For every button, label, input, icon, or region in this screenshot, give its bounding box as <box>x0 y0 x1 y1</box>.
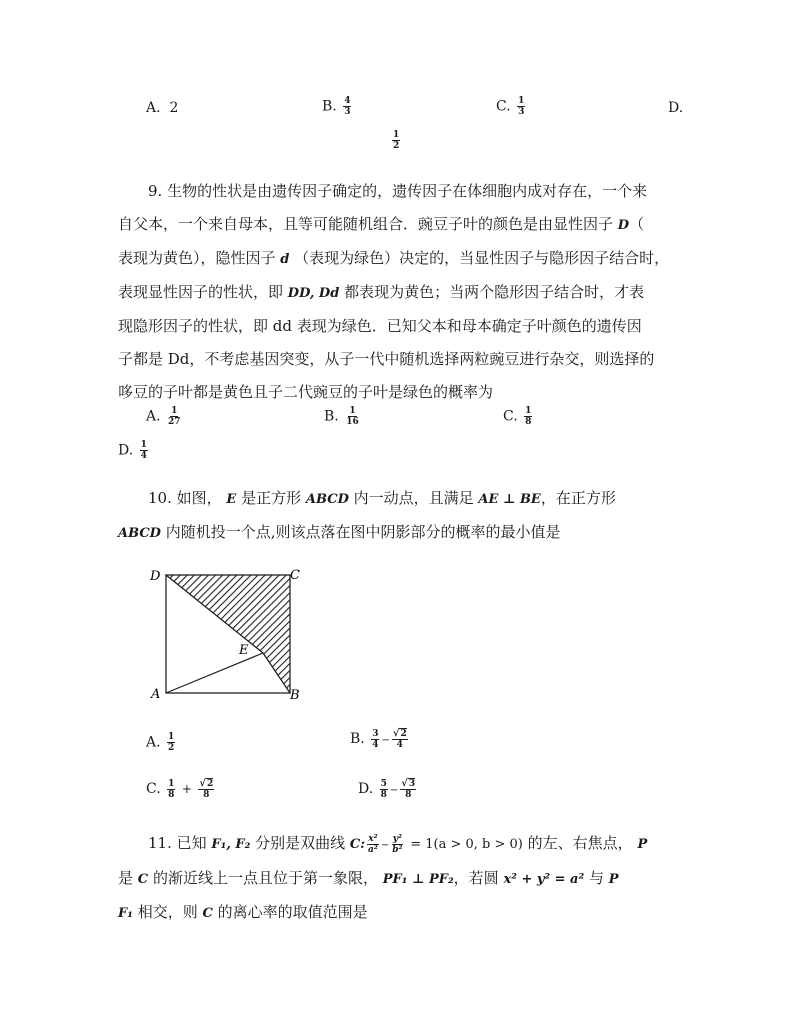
q8-option-a: A. 2 <box>146 100 179 116</box>
q10-option-d: D. $\frac{5}{8}$ − $\frac{√3}{8}$ <box>358 778 416 800</box>
shaded-region <box>166 575 290 693</box>
q9-option-b: B. $\frac{1}{16}$ <box>324 406 359 427</box>
q8-option-d-value: $\frac{1}{2}$ <box>393 130 400 151</box>
label-b: B <box>290 688 300 703</box>
q9-option-d: D. $\frac{1}{4}$ <box>118 440 147 461</box>
label-a: A <box>151 687 161 702</box>
segment-ae <box>166 653 263 693</box>
label-c: C <box>290 568 300 583</box>
q8-option-d-label: D. <box>668 100 684 116</box>
q10-option-a: A. $\frac{1}{2}$ <box>146 732 175 753</box>
q10-option-c: C. $\frac{1}{8}$ + $\frac{√2}{8}$ <box>146 778 214 800</box>
q10-figure <box>145 560 310 705</box>
q10-option-b: B. $\frac{3}{4}$ − $\frac{√2}{4}$ <box>350 728 407 750</box>
q9-option-a: A. $\frac{1}{27}$ <box>146 406 181 427</box>
q10-text: 10. 如图， E 是正方形 ABCD 内一动点，且满足 AE ⊥ BE，在正方形 ABCD 内随机投一个点,则该点落在图中阴影部分的概率的最小值是 <box>118 489 616 541</box>
label-e: E <box>239 643 249 658</box>
q8-option-b: B. $\frac{4}{3}$ <box>322 96 351 117</box>
q9-option-c: C. $\frac{1}{8}$ <box>503 406 532 427</box>
q11-text: 11. 已知 F₁, F₂ 分别是双曲线 C: $\frac{\text{x²}}{\text{a²}}$ − $\frac{\text{y²}}{\text{b²}}$ = 1(a > 0, b > 0) 的左、右焦点， P 是 C 的渐近线上一点且位于第一象限， PF₁ ⊥ PF₂，若圆 x² + y² = a² 与 P F₁ 相交，则 C 的离心率的取值范围是 <box>118 833 648 921</box>
q9-text: 9. 生物的性状是由遗传因子确定的，遗传因子在体细胞内成对存在，一个来 自父本，一个来自母本，且等可能随机组合．豌豆子叶的颜色是由显性因子 D（ 表现为黄色），隐性因子 d （表现为绿色）决定的，当显性因子与隐形因子结合时， 表现显性因子的性状，即 DD, Dd 都表现为黄色；当两个隐形因子结合时，才表 现隐形因子的性状，即 dd 表现为绿色．已知父本和母本确定子叶颜色的遗传因 子都是 Dd，不考虑基因突变，从子一代中随机选择两粒豌豆进行杂交，则选择的 哆豆的子叶都是黄色且子二代豌豆的子叶是绿色的概率为 <box>118 182 670 401</box>
q8-option-c: C. $\frac{1}{3}$ <box>496 96 525 117</box>
label-d: D <box>150 569 161 584</box>
